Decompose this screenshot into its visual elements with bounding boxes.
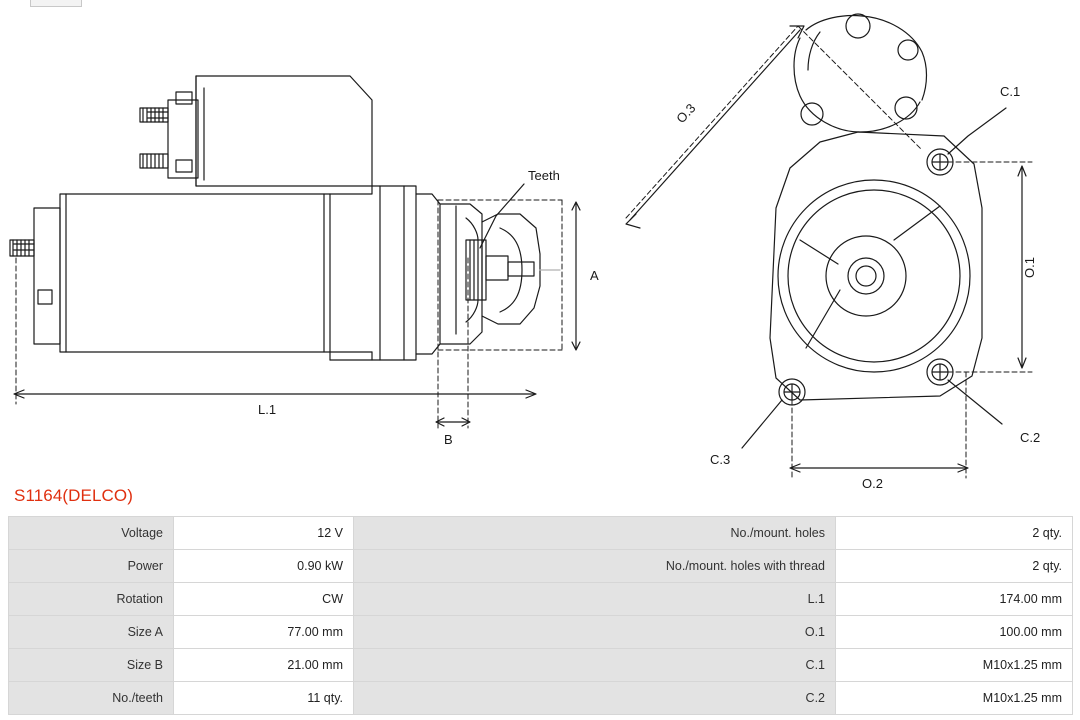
spec-label: C.1	[354, 649, 836, 682]
spec-label: No./mount. holes with thread	[354, 550, 836, 583]
svg-text:L.1: L.1	[258, 402, 277, 417]
tab-remnant	[30, 0, 82, 7]
spec-label: Size B	[9, 649, 174, 682]
page-title: S1164(DELCO)	[14, 486, 133, 505]
spec-value: 11 qty.	[174, 682, 354, 715]
table-row	[9, 517, 1073, 550]
svg-text:O.3: O.3	[673, 100, 699, 127]
spec-value: 12 V	[174, 517, 354, 550]
spec-value: 21.00 mm	[174, 649, 354, 682]
svg-text:C.1: C.1	[1000, 84, 1021, 99]
table-row	[9, 649, 1073, 682]
spec-label: No./teeth	[9, 682, 174, 715]
spec-value: M10x1.25 mm	[836, 682, 1073, 715]
technical-drawing	[0, 8, 1080, 491]
table-row	[9, 682, 1073, 715]
spec-label: Power	[9, 550, 174, 583]
spec-value: CW	[174, 583, 354, 616]
spec-value: 2 qty.	[836, 550, 1073, 583]
svg-text:A: A	[590, 268, 599, 283]
svg-text:Teeth: Teeth	[528, 168, 560, 183]
spec-label: C.2	[354, 682, 836, 715]
spec-value: 0.90 kW	[174, 550, 354, 583]
spec-value: 77.00 mm	[174, 616, 354, 649]
spec-value: 174.00 mm	[836, 583, 1073, 616]
spec-table	[8, 516, 1073, 715]
svg-text:B: B	[444, 432, 453, 447]
spec-label: Voltage	[9, 517, 174, 550]
spec-label: Rotation	[9, 583, 174, 616]
spec-label: Size A	[9, 616, 174, 649]
spec-label: L.1	[354, 583, 836, 616]
table-row	[9, 583, 1073, 616]
top-strip	[0, 0, 1080, 8]
table-row	[9, 550, 1073, 583]
spec-value: M10x1.25 mm	[836, 649, 1073, 682]
svg-text:C.2: C.2	[1020, 430, 1041, 445]
svg-text:O.2: O.2	[862, 476, 883, 491]
spec-value: 100.00 mm	[836, 616, 1073, 649]
svg-text:O.1: O.1	[1022, 257, 1037, 278]
svg-text:C.3: C.3	[710, 452, 731, 467]
spec-label: No./mount. holes	[354, 517, 836, 550]
spec-value: 2 qty.	[836, 517, 1073, 550]
spec-label: O.1	[354, 616, 836, 649]
table-row	[9, 616, 1073, 649]
